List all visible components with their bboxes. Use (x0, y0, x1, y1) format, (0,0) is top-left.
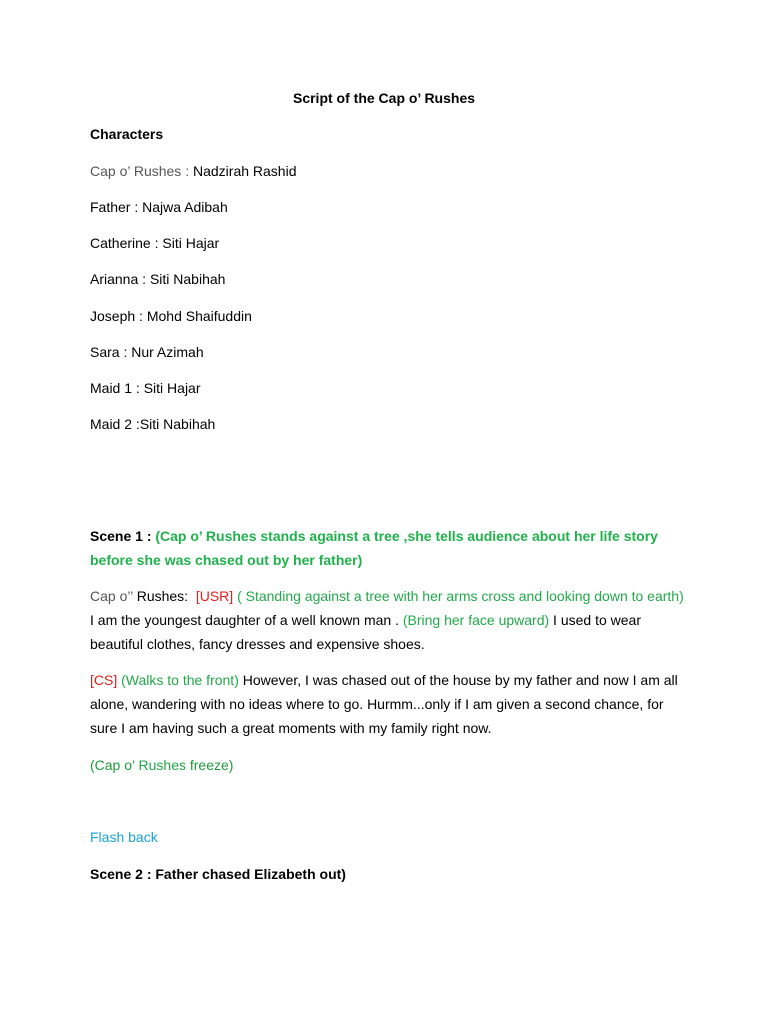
scene1-para2-line2: alone, wandering with no ideas where to go. Hurmm...only if I am given a second chance, for (90, 696, 664, 712)
scene1-heading (90, 524, 658, 548)
freeze-close: freeze) (189, 757, 234, 773)
character-row (90, 231, 219, 255)
character-role: Father : (90, 199, 139, 215)
character-role: Maid 1 : (90, 380, 140, 396)
dialogue-text: I used to wear (553, 612, 641, 628)
dialogue-text: However, I was chased out of the house by my father and now I am all (242, 672, 678, 688)
speaker-name-b: Rushes: (136, 588, 189, 604)
character-role: Joseph : (90, 308, 143, 324)
scene2-heading: Scene 2 : Father chased Elizabeth out) (90, 866, 346, 882)
character-row (90, 340, 204, 364)
character-row (90, 267, 225, 291)
scene1-description-line1: (Cap o’ Rushes stands against a tree ,she tells audience about her life story (155, 528, 658, 544)
character-role: Arianna : (90, 271, 147, 287)
characters-heading: Characters (90, 126, 164, 142)
dialogue-text: I am the youngest daughter of a well known man . (90, 612, 399, 628)
character-role: Cap o’ Rushes : (90, 163, 190, 179)
scene1-para2-line3: sure I am having such a great moments with my family right now. (90, 720, 492, 736)
character-actor: Siti Nabihah (139, 416, 216, 432)
character-row (90, 159, 296, 183)
scene1-para1-line1 (90, 584, 684, 608)
stage-direction: ( Standing against a tree with her arms cross and looking down to earth) (237, 588, 684, 604)
character-row (90, 412, 215, 436)
character-role: Maid 2 : (90, 416, 140, 432)
character-row (90, 376, 201, 400)
flashback-label: Flash back (90, 829, 158, 845)
freeze-open: (Cap o’ (90, 757, 135, 773)
scene1-para1-line2 (90, 608, 641, 632)
character-row (90, 195, 228, 219)
character-actor: Najwa Adibah (142, 199, 228, 215)
character-actor: Siti Hajar (162, 235, 220, 251)
stage-cue: [CS] (90, 672, 118, 688)
character-actor: Nur Azimah (131, 344, 204, 360)
scene1-para2-line1 (90, 668, 678, 692)
stage-direction: (Bring her face upward) (402, 612, 550, 628)
document-title: Script of the Cap o’ Rushes (292, 90, 476, 106)
speaker-name-a: Cap o’’ (90, 588, 133, 604)
freeze-name: Rushes (138, 757, 186, 773)
scene1-label: Scene 1 : (90, 528, 152, 544)
scene1-description-line2: before she was chased out by her father) (90, 552, 363, 568)
stage-cue: [USR] (195, 588, 234, 604)
scene1-para1-line3: beautiful clothes, fancy dresses and expensive shoes. (90, 636, 425, 652)
character-row (90, 304, 252, 328)
character-actor: Nadzirah Rashid (192, 163, 297, 179)
character-actor: Mohd Shaifuddin (146, 308, 252, 324)
scene1-freeze-direction (90, 753, 233, 777)
character-role: Catherine : (90, 235, 159, 251)
character-actor: Siti Nabihah (149, 271, 226, 287)
character-role: Sara : (90, 344, 128, 360)
character-actor: Siti Hajar (143, 380, 201, 396)
stage-direction: (Walks to the front) (121, 672, 239, 688)
